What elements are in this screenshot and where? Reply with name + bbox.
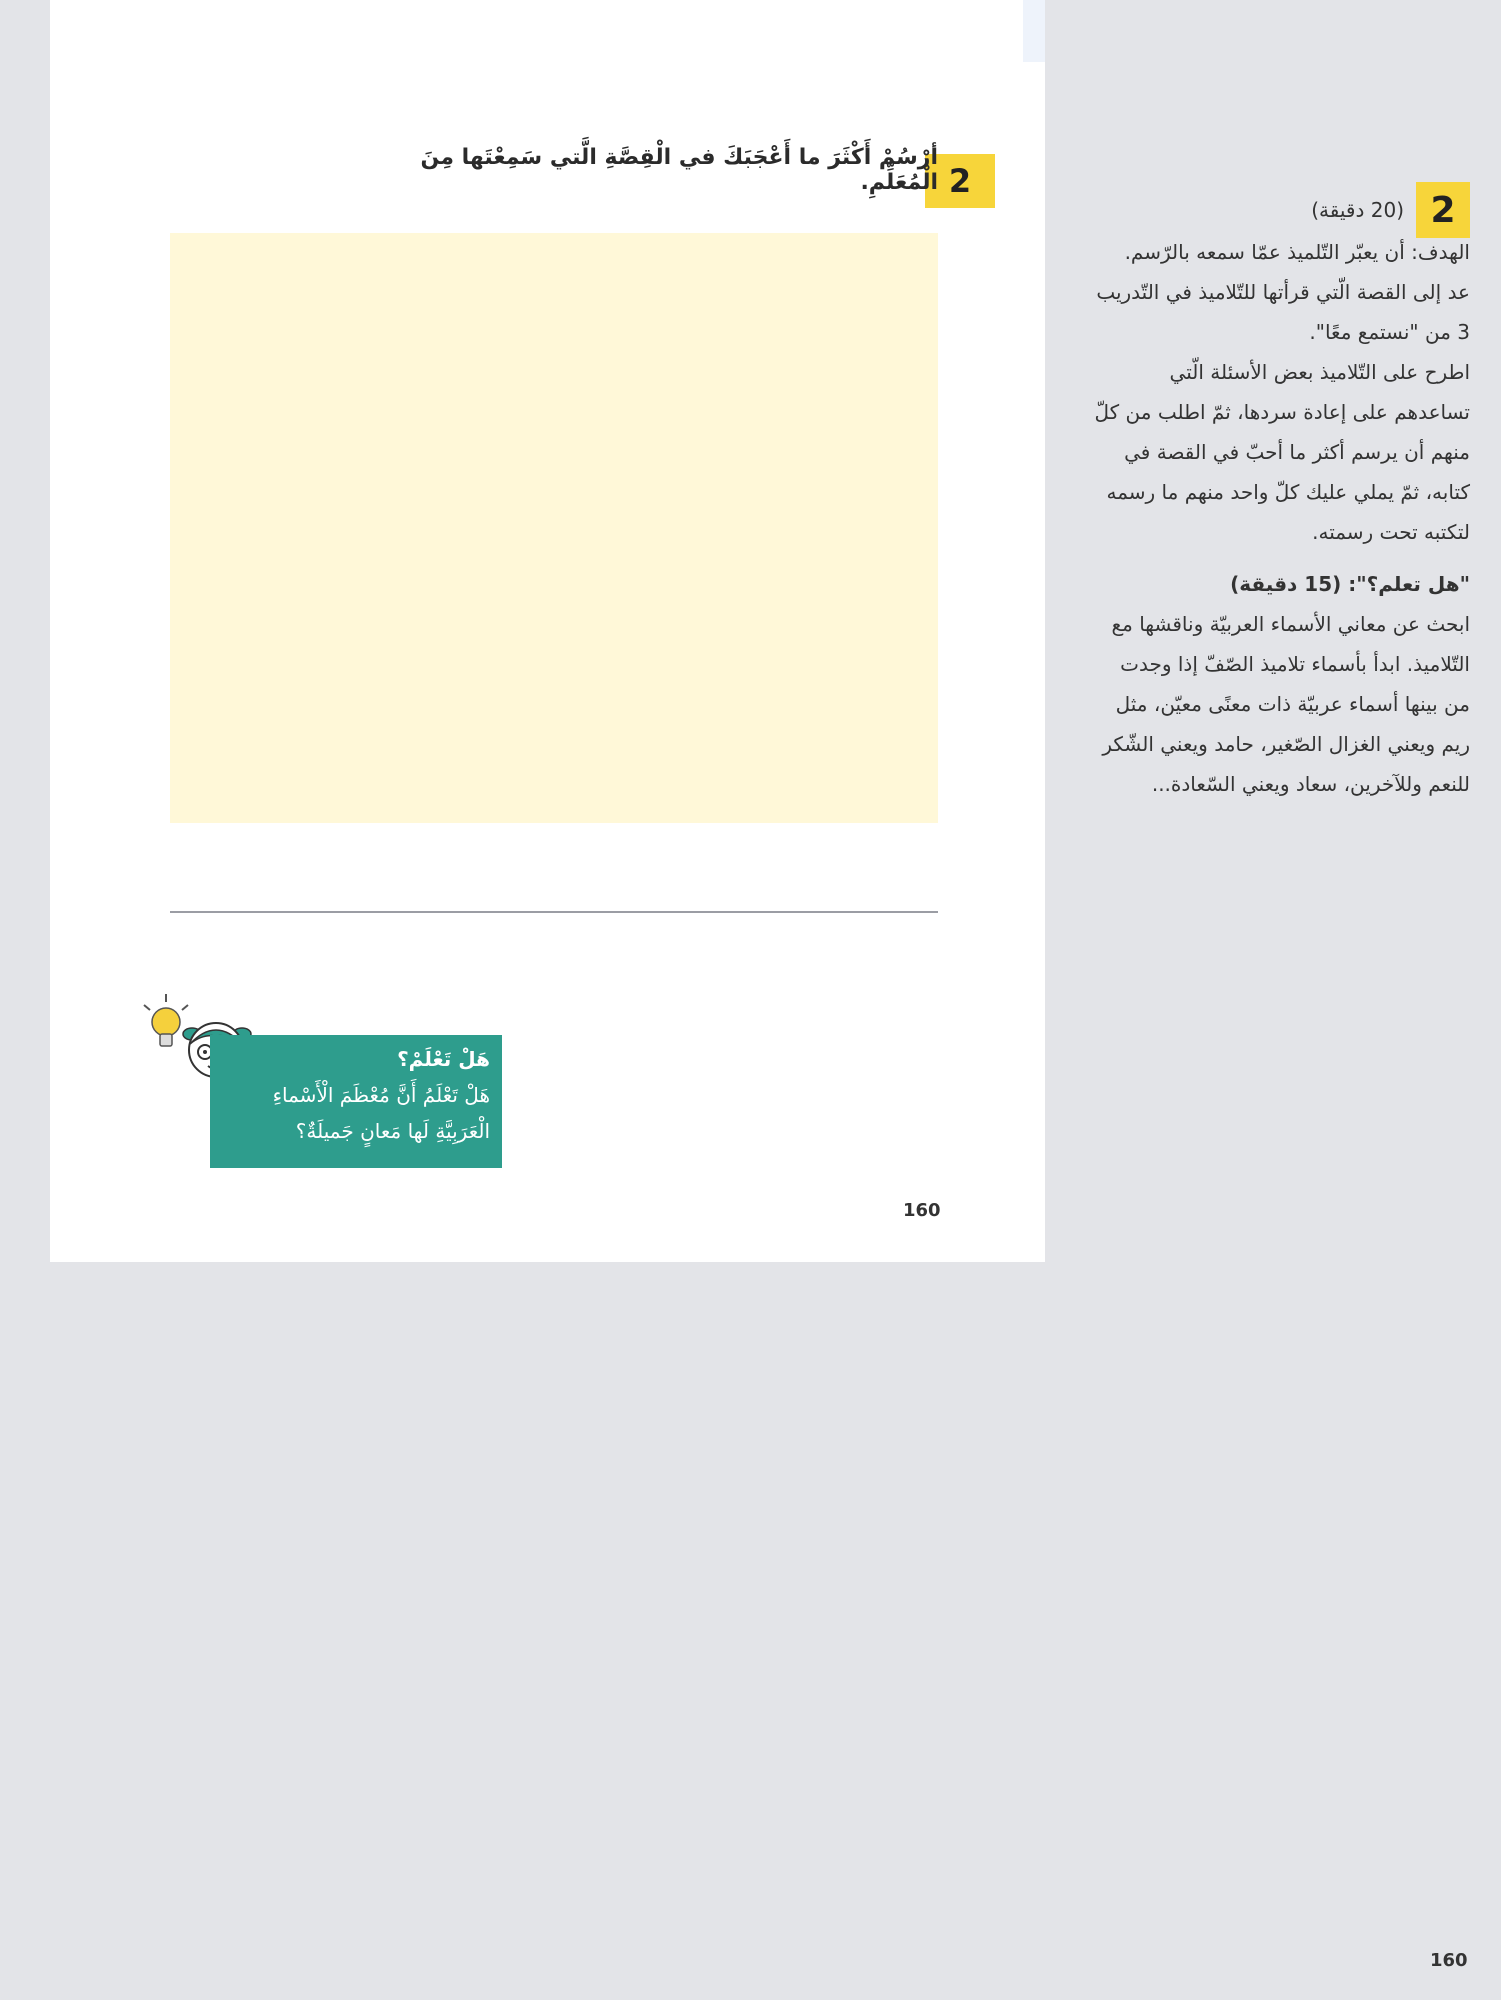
exercise-instruction: أرْسُمْ أَكْثَرَ ما أَعْجَبَكَ في الْقِصَّةِ الَّتي سَمِعْتَها مِنَ الْمُعَلِّمِ. (420, 145, 938, 195)
did-you-know-notes-title: "هل تعلم؟": (15 دقيقة) (1230, 572, 1470, 596)
student-page-number: 160 (903, 1200, 941, 1221)
did-you-know-title: هَلْ تَعْلَمْ؟ (397, 1047, 490, 1071)
did-you-know-text: هَلْ تَعْلَمُ أَنَّ مُعْظَمَ الْأَسْماءِ الْعَرَبِيَّةِ لَها مَعانٍ جَميلَةٌ؟ (272, 1083, 490, 1143)
caption-writing-line[interactable] (170, 911, 938, 913)
exercise-goal: الهدف: أن يعبّر التّلميذ عمّا سمعه بالرّسم. (1124, 240, 1470, 264)
teacher-page-number: 160 (1430, 1950, 1468, 1971)
teacher-exercise-number-badge: 2 (1416, 182, 1470, 238)
did-you-know-notes-text: ابحث عن معاني الأسماء العربيّة وناقشها مع التّلاميذ. ابدأ بأسماء تلاميذ الصّفّ إذا وجدت من بينها أسماء عربيّة ذات معنًى معيّن، مثل ريم ويعني الغزال الصّغير، حامد ويعني الشّكر للنعم وللآخرين، سعاد ويعني السّعادة... (1102, 612, 1470, 796)
exercise-number-badge: 2 (925, 154, 995, 208)
teacher-notes (1090, 190, 1470, 804)
exercise-duration: (20 دقيقة) (1311, 198, 1404, 222)
did-you-know-box (210, 1035, 502, 1168)
teacher-instruction-2: اطرح على التّلاميذ بعض الأسئلة الّتي تساعدهم على إعادة سردها، ثمّ اطلب من كلّ منهم أن يرسم أكثر ما أحبّ في القصة في كتابه، ثمّ يملي عليك كلّ واحد منهم ما رسمه لتكتبه تحت رسمته. (1094, 360, 1470, 544)
lightbulb-icon (144, 994, 188, 1046)
drawing-area[interactable] (170, 233, 938, 823)
teacher-instruction-1: عد إلى القصة الّتي قرأتها للتّلاميذ في التّدريب 3 من "نستمع معًا". (1096, 280, 1470, 344)
page-edge-strip (1023, 0, 1045, 62)
